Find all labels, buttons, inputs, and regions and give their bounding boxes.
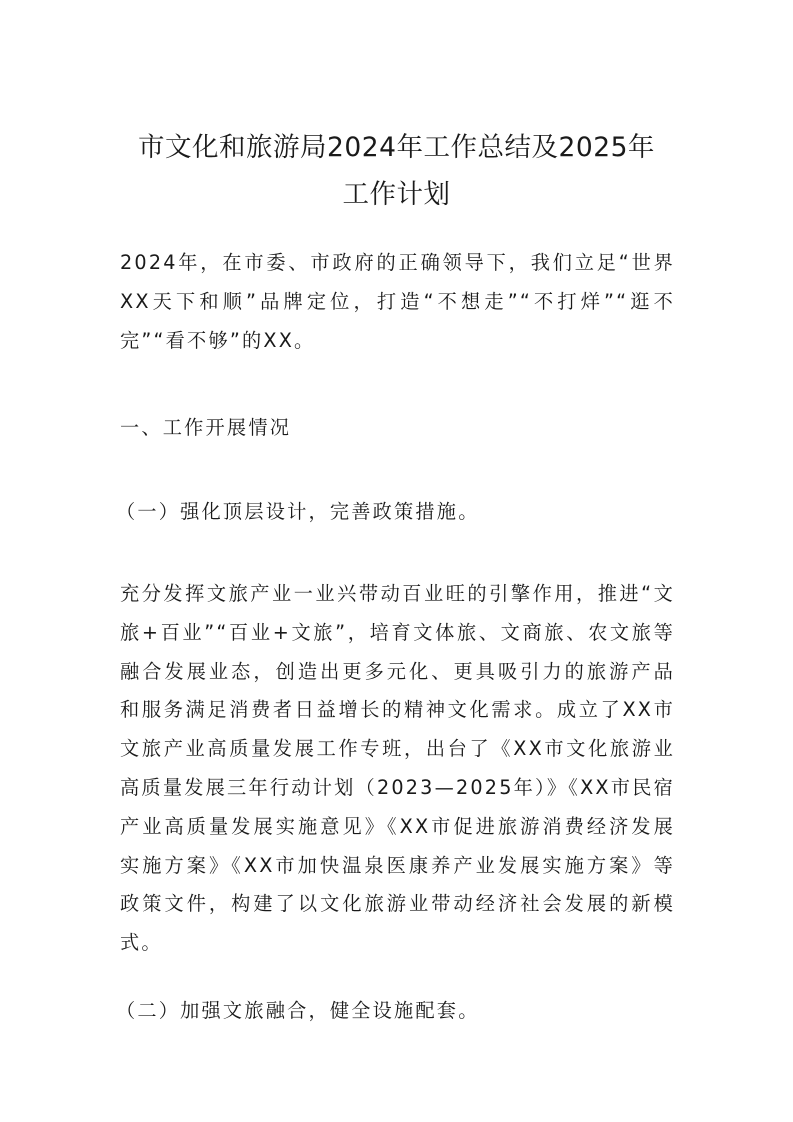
title-line-1: 市文化和旅游局2024年工作总结及2025年 [138,132,655,163]
title-line-2: 工作计划 [342,179,451,210]
subsection-2-heading: （二）加强文旅融合，健全设施配套。 [116,999,480,1022]
intro-paragraph: 2024年，在市委、市政府的正确领导下，我们立足“世界XX天下和顺”品牌定位，打造“不想走”“不打烊”“逛不完”“看不够”的XX。 [120,251,675,352]
subsection-1-body: 充分发挥文旅产业一业兴带动百业旺的引擎作用，推进“文旅+百业”“百业+文旅”，培育文体旅、文商旅、农文旅等融合发展业态，创造出更多元化、更具吸引力的旅游产品和服务满足消费者日益增长的精神文化需求。成立了XX市文旅产业高质量发展工作专班，出台了《XX市文化旅游业高质量发展三年行动计划（2023—2025年）》《XX市民宿产业高质量发展实施意见》《XX市促进旅游消费经济发展实施方案》《XX市加快温泉医康养产业发展实施方案》等政策文件，构建了以文化旅游业带动经济社会发展的新模式。 [120,582,675,955]
section-1-heading: 一、工作开展情况 [120,416,292,439]
subsection-1-heading: （一）强化顶层设计，完善政策措施。 [116,500,480,523]
document-title [100,124,693,218]
